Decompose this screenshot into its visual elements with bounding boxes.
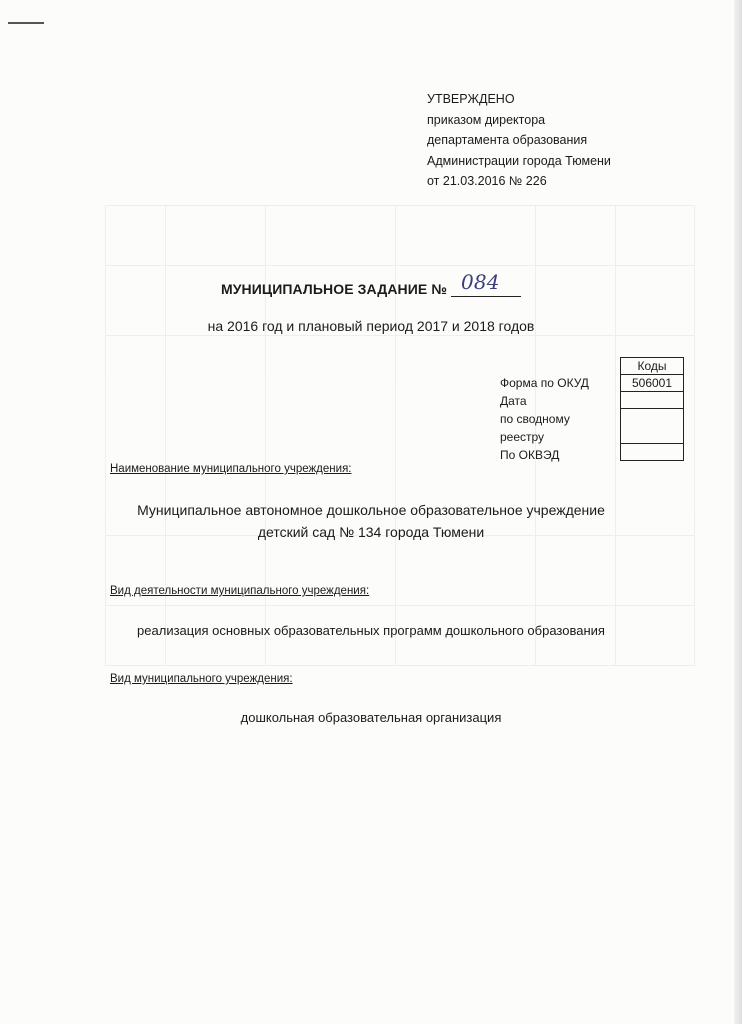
codes-header: Коды: [621, 358, 684, 375]
assignment-number-field: [451, 270, 521, 297]
code-label-registry-2: реестру: [500, 430, 545, 444]
approval-line: от 21.03.2016 № 226: [427, 174, 547, 188]
activity-value: реализация основных образовательных программ дошкольного образования: [137, 623, 605, 638]
code-value-registry: [621, 409, 684, 444]
institution-name-label: Наименование муниципального учреждения:: [110, 463, 352, 475]
approval-line: УТВЕРЖДЕНО: [427, 92, 515, 106]
approval-stamp: [427, 89, 611, 192]
document-title: [0, 270, 742, 297]
code-label-okud: Форма по ОКУД: [500, 376, 589, 390]
institution-name-line-2: детский сад № 134 города Тюмени: [257, 524, 485, 540]
codes-table: [620, 357, 684, 461]
institution-type-value: дошкольная образовательная организация: [240, 710, 502, 725]
title-prefix: МУНИЦИПАЛЬНОЕ ЗАДАНИЕ №: [220, 281, 448, 297]
code-value-okved: [621, 444, 684, 461]
approval-line: приказом директора: [427, 112, 546, 127]
code-value-date: [621, 392, 684, 409]
handwritten-number: 084: [461, 270, 500, 294]
code-label-okved: По ОКВЭД: [500, 448, 560, 462]
institution-name-line-1: Муниципальное автономное дошкольное образовательное учреждение: [137, 502, 605, 518]
code-label-date: Дата: [500, 394, 527, 408]
code-value-okud: 506001: [621, 375, 684, 392]
document-subtitle: на 2016 год и плановый период 2017 и 2018 годов: [207, 318, 535, 334]
activity-label: Вид деятельности муниципального учреждения:: [110, 585, 370, 597]
approval-line: департамента образования: [427, 133, 588, 147]
code-label-registry: по сводному: [500, 412, 570, 426]
approval-line: Администрации города Тюмени: [427, 153, 611, 168]
scan-mark: [8, 22, 44, 24]
institution-type-label: Вид муниципального учреждения:: [110, 673, 293, 685]
codes-labels: [500, 374, 589, 464]
